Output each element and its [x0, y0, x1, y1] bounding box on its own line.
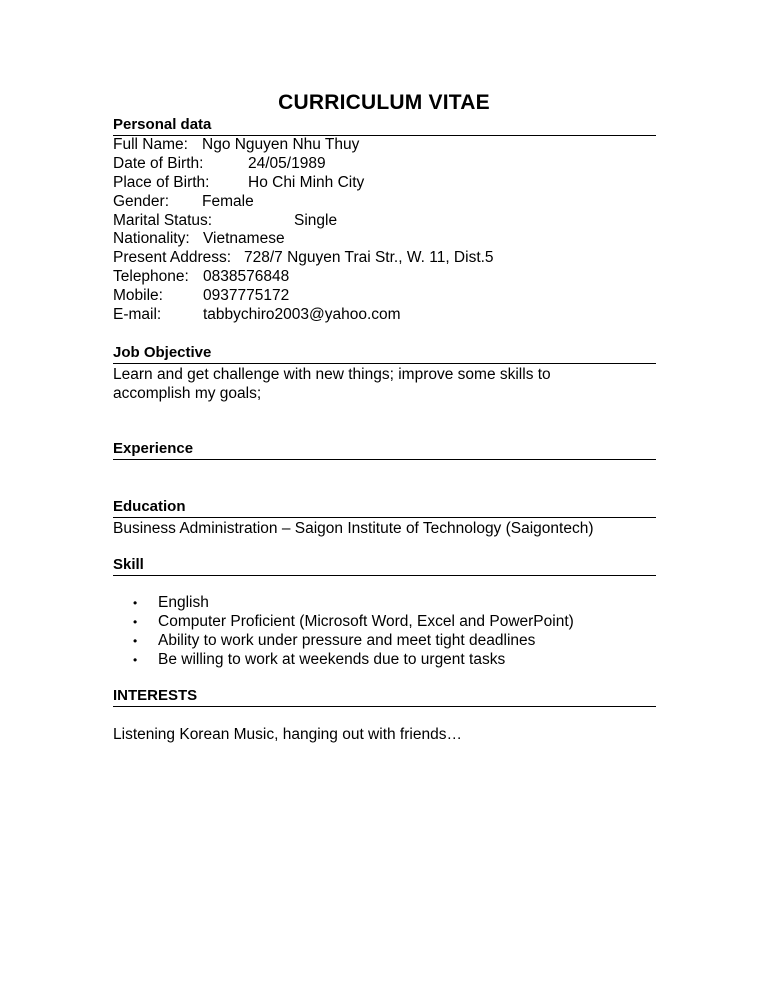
skill-section: [113, 556, 656, 576]
job-objective-line-2: accomplish my goals;: [113, 385, 262, 402]
mobile-label: Mobile:: [113, 287, 163, 305]
skill-item: [133, 594, 574, 613]
nationality-row: [113, 230, 656, 249]
cv-title: CURRICULUM VITAE: [278, 91, 490, 114]
email-row: [113, 306, 656, 325]
mobile-row: [113, 287, 656, 306]
education-text: Business Administration – Saigon Institute of Technology (Saigontech): [113, 520, 594, 537]
pob-row: [113, 174, 656, 193]
education-section: [113, 498, 656, 538]
skill-item-text: Ability to work under pressure and meet tight deadlines: [158, 631, 536, 649]
skill-item-text: Computer Proficient (Microsoft Word, Excel and PowerPoint): [158, 612, 574, 630]
full-name-row: [113, 136, 656, 155]
pob-label: Place of Birth:: [113, 173, 210, 191]
dob-value: 24/05/1989: [248, 154, 326, 172]
marital-label: Marital Status:: [113, 211, 213, 229]
full-name-value: Ngo Nguyen Nhu Thuy: [202, 136, 360, 153]
interests-text: Listening Korean Music, hanging out with friends…: [113, 726, 462, 743]
address-row: [113, 249, 656, 268]
skill-item: [133, 613, 574, 632]
gender-value: Female: [202, 192, 254, 210]
email-value[interactable]: tabbychiro2003@yahoo.com: [203, 306, 401, 324]
nationality-value: Vietnamese: [203, 230, 285, 248]
skill-list: [133, 594, 574, 670]
skill-heading: Skill: [113, 556, 656, 576]
address-label: Present Address:: [113, 249, 232, 267]
gender-label: Gender:: [113, 192, 170, 210]
job-objective-line-1: Learn and get challenge with new things; improve some skills to: [113, 366, 551, 383]
email-label: E-mail:: [113, 306, 162, 324]
telephone-row: [113, 268, 656, 287]
bullet-icon: •: [133, 596, 138, 610]
skill-item: [133, 632, 574, 651]
skill-item-text: English: [158, 594, 209, 611]
skill-item: [133, 651, 574, 670]
pob-value: Ho Chi Minh City: [248, 173, 365, 191]
marital-row: [113, 212, 656, 231]
dob-row: [113, 155, 656, 174]
skill-item-text: Be willing to work at weekends due to urgent tasks: [158, 650, 506, 668]
nationality-label: Nationality:: [113, 230, 190, 248]
address-value: 728/7 Nguyen Trai Str., W. 11, Dist.5: [244, 249, 494, 267]
job-objective-heading: Job Objective: [113, 344, 656, 364]
interests-section: [113, 687, 656, 744]
experience-heading: Experience: [113, 440, 656, 460]
bullet-icon: •: [133, 614, 138, 629]
bullet-icon: •: [133, 652, 138, 667]
experience-section: [113, 440, 656, 460]
telephone-label: Telephone:: [113, 268, 189, 286]
dob-label: Date of Birth:: [113, 154, 204, 172]
personal-data-heading: Personal data: [113, 116, 656, 136]
personal-data-section: [113, 116, 656, 325]
mobile-value: 0937775172: [203, 287, 290, 305]
marital-value: Single: [294, 211, 338, 229]
full-name-label: Full Name:: [113, 136, 188, 153]
telephone-value: 0838576848: [203, 268, 290, 286]
gender-row: [113, 193, 656, 212]
job-objective-section: [113, 344, 656, 403]
education-heading: Education: [113, 498, 656, 518]
bullet-icon: •: [133, 633, 138, 648]
interests-heading: INTERESTS: [113, 687, 656, 707]
